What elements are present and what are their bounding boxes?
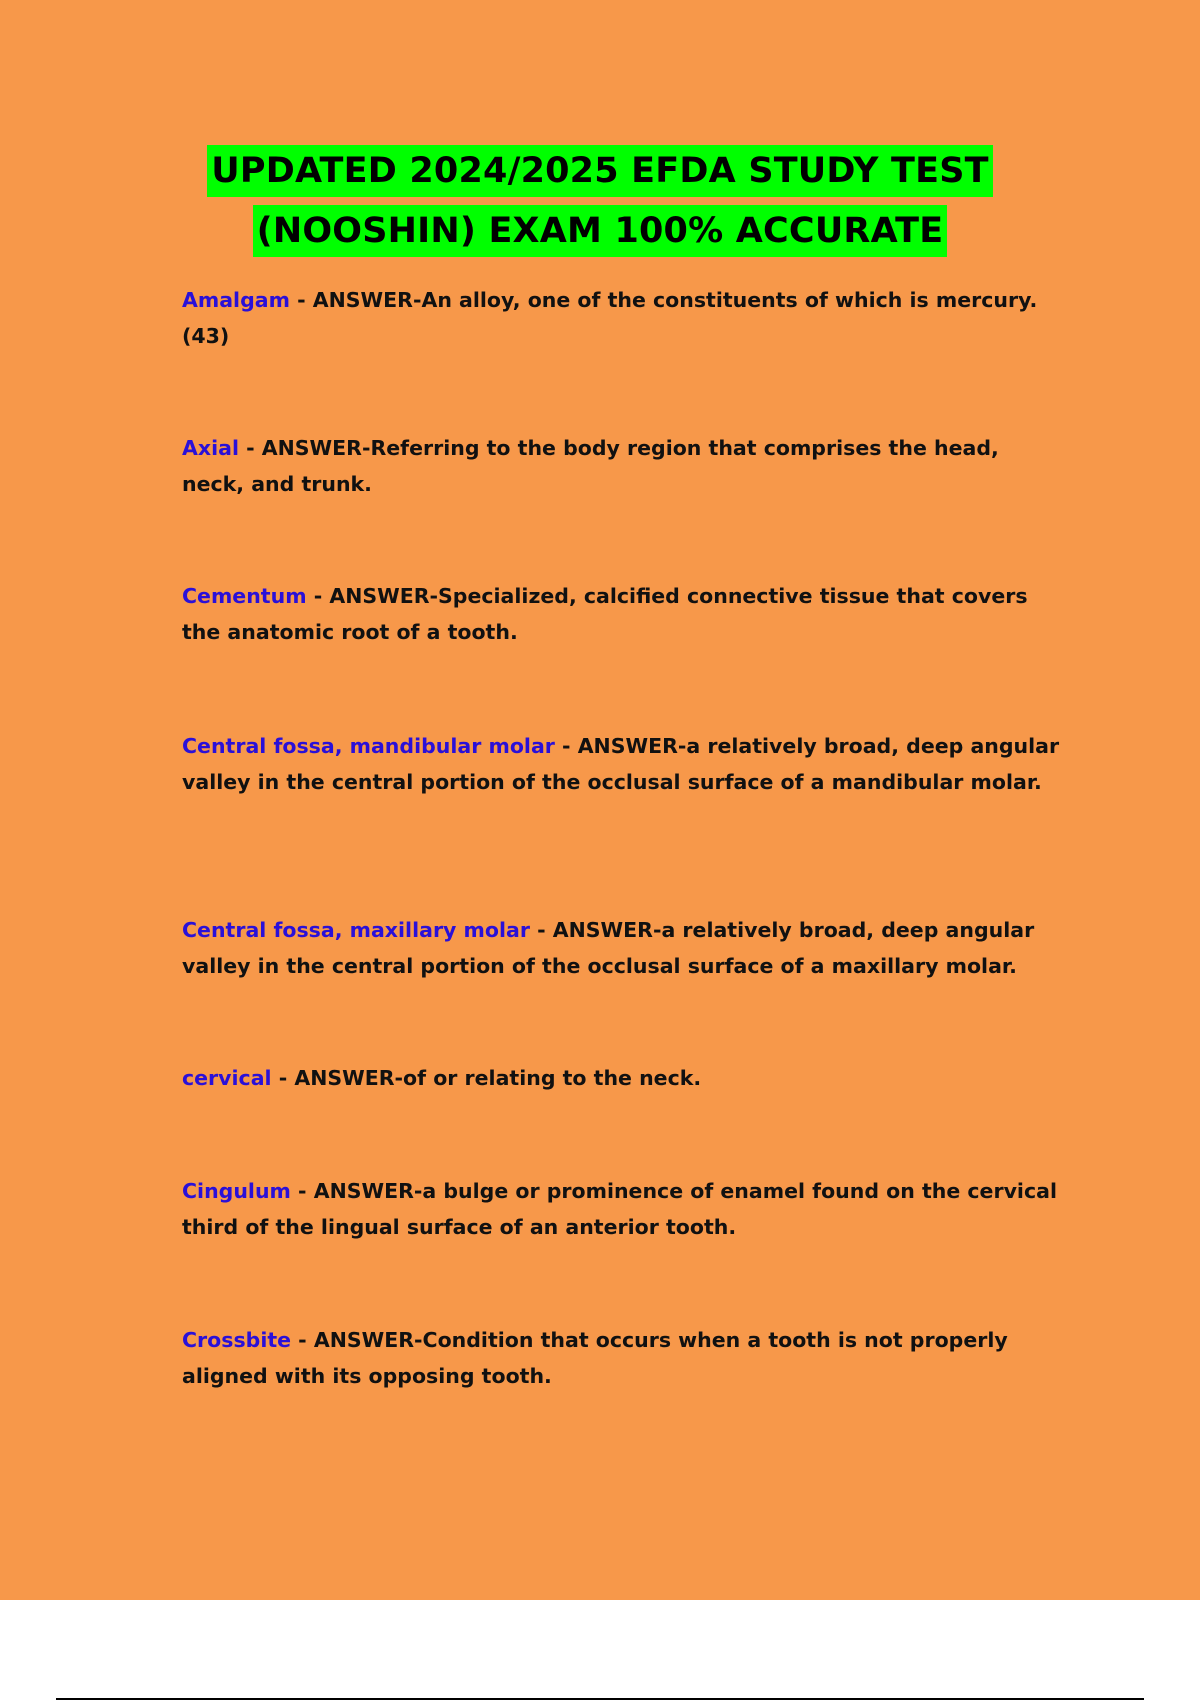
glossary-entry (182, 1060, 1062, 1096)
glossary-entry (182, 728, 1062, 800)
entry-term: Central fossa, maxillary molar (182, 918, 530, 942)
entry-term: Cingulum (182, 1179, 291, 1203)
title-line-1: UPDATED 2024/2025 EFDA STUDY TEST (207, 145, 992, 197)
document-title (0, 145, 1200, 265)
glossary-entry (182, 1322, 1062, 1394)
entry-definition: - ANSWER-a relatively broad, deep angular valley in the central portion of the occlusal surface of a maxillary molar. (182, 918, 1035, 978)
entry-term: cervical (182, 1066, 272, 1090)
entry-term: Axial (182, 436, 239, 460)
entry-term: Cementum (182, 584, 307, 608)
entry-definition: - ANSWER-of or relating to the neck. (271, 1066, 702, 1090)
title-line-2: (NOOSHIN) EXAM 100% ACCURATE (253, 205, 948, 257)
glossary-entry (182, 282, 1062, 354)
glossary-entry (182, 430, 1062, 502)
glossary-entry (182, 1173, 1062, 1245)
entry-definition: - ANSWER-a relatively broad, deep angular valley in the central portion of the occlusal surface of a mandibular molar. (182, 734, 1060, 794)
glossary-entry (182, 912, 1062, 984)
entry-term: Central fossa, mandibular molar (182, 734, 555, 758)
entry-term: Amalgam (182, 288, 290, 312)
entry-term: Crossbite (182, 1328, 292, 1352)
entry-definition: - ANSWER-Referring to the body region that comprises the head, neck, and trunk. (182, 436, 999, 496)
glossary-entry (182, 578, 1062, 650)
entry-definition: - ANSWER-An alloy, one of the constituents of which is mercury. (43) (182, 288, 1038, 348)
entry-definition: - ANSWER-Condition that occurs when a tooth is not properly aligned with its opposing tooth. (182, 1328, 1008, 1388)
entry-definition: - ANSWER-a bulge or prominence of enamel found on the cervical third of the lingual surface of an anterior tooth. (182, 1179, 1057, 1239)
entry-definition: - ANSWER-Specialized, calcified connective tissue that covers the anatomic root of a tooth. (182, 584, 1028, 644)
